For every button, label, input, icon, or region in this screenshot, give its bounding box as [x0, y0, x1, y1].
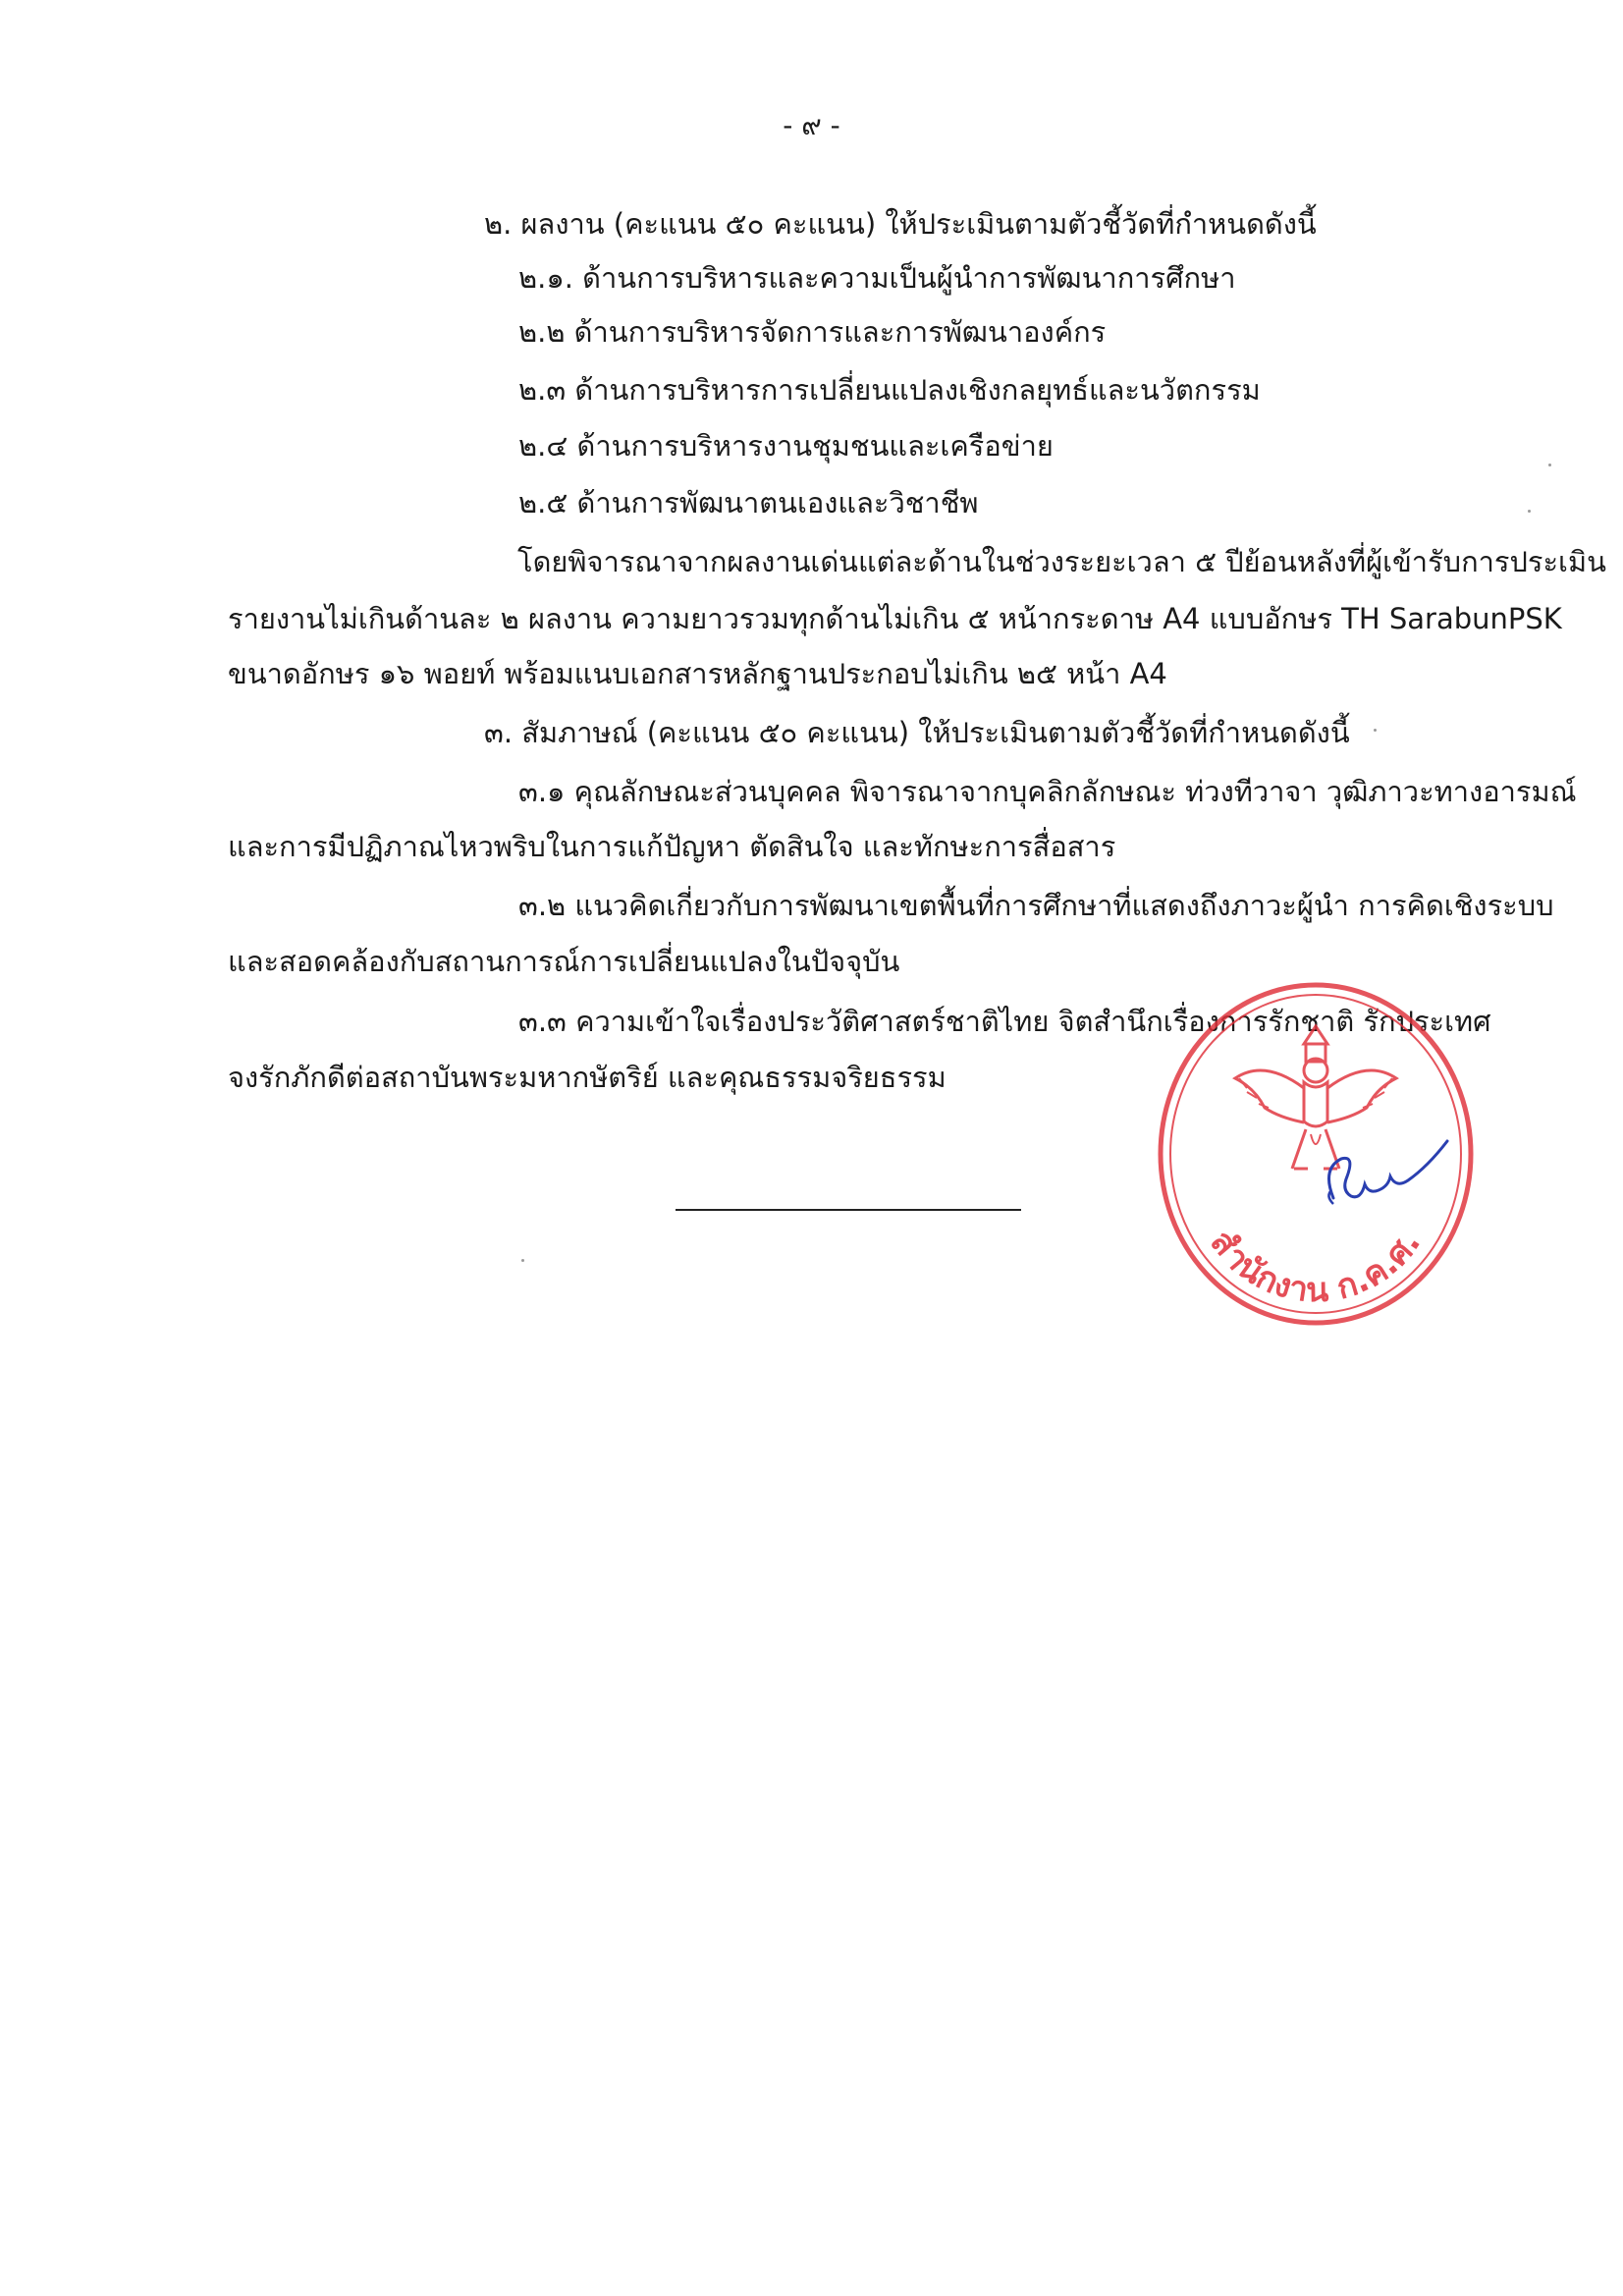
scan-speck	[1548, 464, 1551, 466]
end-rule	[676, 1209, 1021, 1211]
section-3-heading: ๓. สัมภาษณ์ (คะแนน ๕๐ คะแนน) ให้ประเมินตามตัวชี้วัดที่กำหนดดังนี้	[484, 716, 1350, 749]
page-number: - ๙ -	[783, 109, 840, 141]
office-seal-stamp	[1149, 972, 1483, 1336]
item-3-1-line-1: ๓.๑ คุณลักษณะส่วนบุคคล พิจารณาจากบุคลิกลักษณะ ท่วงทีวาจา วุฒิภาวะทางอารมณ์	[518, 775, 1577, 808]
scan-speck	[1374, 729, 1377, 732]
section-2-heading: ๒. ผลงาน (คะแนน ๕๐ คะแนน) ให้ประเมินตามตัวชี้วัดที่กำหนดดังนี้	[484, 207, 1317, 241]
item-2-2: ๒.๒ ด้านการบริหารจัดการและการพัฒนาองค์กร	[518, 315, 1107, 349]
item-3-3-line-2: จงรักภักดีต่อสถาบันพระมหากษัตริย์ และคุณธรรมจริยธรรม	[228, 1061, 947, 1094]
item-2-4: ๒.๔ ด้านการบริหารงานชุมชนและเครือข่าย	[518, 429, 1054, 463]
svg-text:สำนักงาน ก.ค.ศ.: สำนักงาน ก.ค.ศ.	[1202, 1223, 1429, 1311]
item-2-5: ๒.๕ ด้านการพัฒนาตนเองและวิชาชีพ	[518, 486, 979, 519]
item-3-1-line-2: และการมีปฏิภาณไหวพริบในการแก้ปัญหา ตัดสินใจ และทักษะการสื่อสาร	[228, 830, 1116, 863]
item-2-3: ๒.๓ ด้านการบริหารการเปลี่ยนแปลงเชิงกลยุทธ์และนวัตกรรม	[518, 373, 1261, 407]
item-3-2-line-2: และสอดคล้องกับสถานการณ์การเปลี่ยนแปลงในปัจจุบัน	[228, 945, 900, 978]
scan-speck	[1528, 510, 1531, 513]
note-line-2: รายงานไม่เกินด้านละ ๒ ผลงาน ความยาวรวมทุกด้านไม่เกิน ๕ หน้ากระดาษ A4 แบบอักษร TH SarabunPSK	[228, 602, 1562, 635]
item-3-3-line-1: ๓.๓ ความเข้าใจเรื่องประวัติศาสตร์ชาติไทย จิตสำนึกเรื่องการรักชาติ รักประเทศ	[518, 1005, 1491, 1038]
note-line-1: โดยพิจารณาจากผลงานเด่นแต่ละด้านในช่วงระยะเวลา ๕ ปีย้อนหลังที่ผู้เข้ารับการประเมิน	[517, 545, 1606, 578]
scan-speck	[521, 1259, 524, 1262]
item-2-1: ๒.๑. ด้านการบริหารและความเป็นผู้นำการพัฒนาการศึกษา	[518, 261, 1236, 295]
item-3-2-line-1: ๓.๒ แนวคิดเกี่ยวกับการพัฒนาเขตพื้นที่การศึกษาที่แสดงถึงภาวะผู้นำ การคิดเชิงระบบ	[518, 889, 1554, 922]
note-line-3: ขนาดอักษร ๑๖ พอยท์ พร้อมแนบเอกสารหลักฐานประกอบไม่เกิน ๒๕ หน้า A4	[228, 657, 1167, 690]
